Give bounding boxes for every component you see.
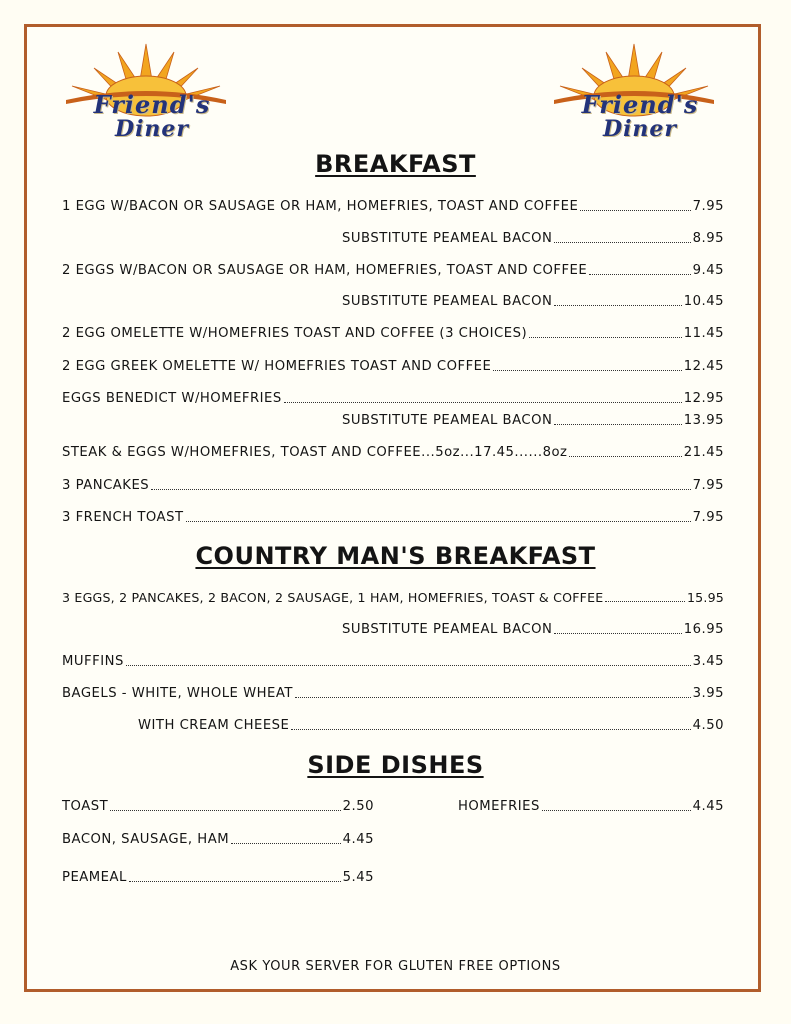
item-price: 12.45 [683, 359, 724, 374]
item-label: 3 FRENCH TOAST [62, 510, 184, 525]
item-label: SUBSTITUTE PEAMEAL BACON [342, 294, 553, 309]
dot-leader [542, 810, 691, 811]
dot-leader [493, 370, 681, 371]
dot-leader [554, 424, 681, 425]
dot-leader [569, 456, 681, 457]
menu-item [62, 444, 724, 462]
diner-logo-left [58, 42, 234, 146]
item-price: 4.50 [692, 718, 724, 733]
menu-item [62, 509, 724, 527]
item-label: 2 EGG GREEK OMELETTE W/ HOMEFRIES TOAST AND COFFEE [62, 359, 492, 374]
item-price: 10.45 [683, 294, 724, 309]
section-heading-sides: SIDE DISHES [307, 751, 484, 779]
item-label: EGGS BENEDICT W/HOMEFRIES [62, 391, 282, 406]
item-price: 11.45 [683, 326, 724, 341]
menu-item [62, 869, 374, 887]
menu-item [342, 230, 724, 248]
dot-leader [129, 881, 341, 882]
section-heading-breakfast: BREAKFAST [315, 150, 476, 178]
dot-leader [110, 810, 340, 811]
logo-name-line2: Diner [602, 116, 678, 142]
item-label: SUBSTITUTE PEAMEAL BACON [342, 622, 553, 637]
menu-item [62, 262, 724, 280]
item-price: 5.45 [342, 870, 374, 885]
menu-item [342, 293, 724, 311]
logo-name-line2: Diner [114, 116, 190, 142]
item-price: 2.50 [342, 799, 374, 814]
menu-item [342, 412, 724, 430]
diner-logo-right [546, 42, 722, 146]
item-label: BACON, SAUSAGE, HAM [62, 832, 230, 847]
item-price: 16.95 [683, 622, 724, 637]
item-price: 7.95 [692, 510, 724, 525]
dot-leader [126, 665, 691, 666]
item-price: 12.95 [683, 391, 724, 406]
menu-item [62, 589, 724, 607]
dot-leader [554, 242, 690, 243]
item-price: 7.95 [692, 199, 724, 214]
dot-leader [231, 843, 341, 844]
logo-name-line1: Friend's [93, 90, 211, 119]
gluten-free-note: ASK YOUR SERVER FOR GLUTEN FREE OPTIONS [230, 959, 561, 974]
menu-item [342, 621, 724, 639]
menu-item [62, 798, 374, 816]
item-label: WITH CREAM CHEESE [138, 718, 290, 733]
item-label: MUFFINS [62, 654, 124, 669]
item-price: 13.95 [683, 413, 724, 428]
item-label: 3 PANCAKES [62, 478, 150, 493]
item-price: 7.95 [692, 478, 724, 493]
menu-item [62, 685, 724, 703]
menu-item [458, 798, 724, 816]
item-label: 2 EGGS W/BACON OR SAUSAGE OR HAM, HOMEFRIES, TOAST AND COFFEE [62, 263, 588, 278]
item-label: 1 EGG W/BACON OR SAUSAGE OR HAM, HOMEFRIES, TOAST AND COFFEE [62, 199, 579, 214]
dot-leader [554, 633, 681, 634]
item-label: SUBSTITUTE PEAMEAL BACON [342, 413, 553, 428]
item-price: 4.45 [692, 799, 724, 814]
dot-leader [151, 489, 690, 490]
menu-item [62, 477, 724, 495]
item-price: 15.95 [686, 590, 724, 605]
section-heading-country: COUNTRY MAN'S BREAKFAST [195, 542, 596, 570]
menu-item [62, 831, 374, 849]
dot-leader [186, 521, 691, 522]
dot-leader [291, 729, 690, 730]
dot-leader [605, 601, 685, 602]
dot-leader [295, 697, 691, 698]
dot-leader [589, 274, 690, 275]
item-label: BAGELS - WHITE, WHOLE WHEAT [62, 686, 293, 701]
menu-item [138, 717, 724, 735]
item-label: 3 EGGS, 2 PANCAKES, 2 BACON, 2 SAUSAGE, 1 HAM, HOMEFRIES, TOAST & COFFEE [62, 590, 604, 605]
dot-leader [529, 337, 682, 338]
item-price: 3.95 [692, 686, 724, 701]
item-price: 9.45 [692, 263, 724, 278]
item-label: HOMEFRIES [458, 799, 540, 814]
item-price: 8.95 [692, 231, 724, 246]
item-label: SUBSTITUTE PEAMEAL BACON [342, 231, 553, 246]
item-label: 2 EGG OMELETTE W/HOMEFRIES TOAST AND COFFEE (3 CHOICES) [62, 326, 528, 341]
dot-leader [284, 402, 682, 403]
menu-item [62, 198, 724, 216]
item-label: PEAMEAL [62, 870, 127, 885]
menu-item [62, 653, 724, 671]
item-price: 4.45 [342, 832, 374, 847]
menu-item [62, 390, 724, 408]
logo-name-line1: Friend's [581, 90, 699, 119]
item-label: STEAK & EGGS W/HOMEFRIES, TOAST AND COFFEE...5oz...17.45......8oz [62, 445, 568, 460]
dot-leader [554, 305, 681, 306]
menu-item [62, 325, 724, 343]
item-price: 3.45 [692, 654, 724, 669]
dot-leader [580, 210, 690, 211]
menu-item [62, 358, 724, 376]
item-label: TOAST [62, 799, 109, 814]
item-price: 21.45 [683, 445, 724, 460]
